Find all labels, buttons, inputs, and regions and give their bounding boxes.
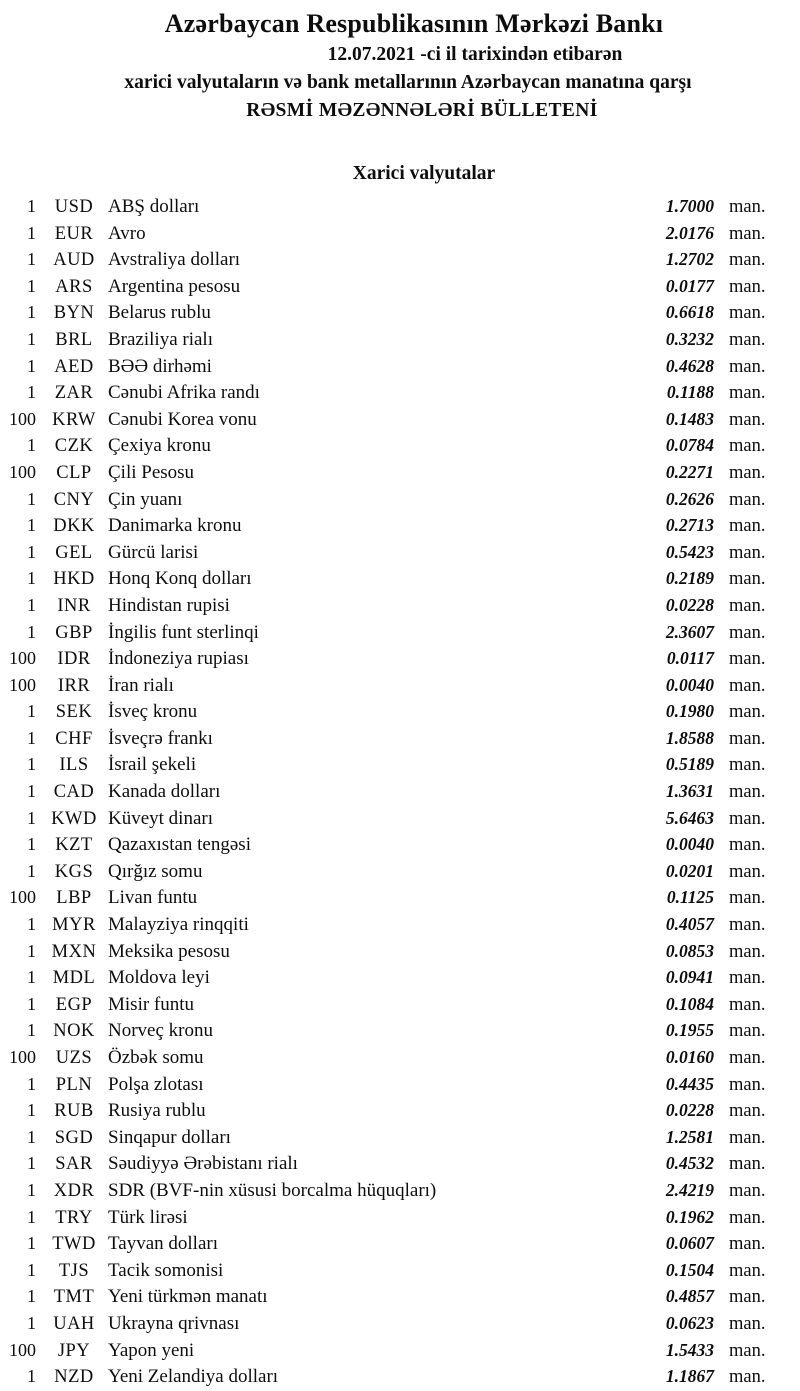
quantity-cell: 1 — [27, 541, 36, 562]
unit-cell: man. — [729, 1180, 766, 1201]
currency-name-cell: Danimarka kronu — [108, 515, 242, 537]
rate-value-cell: 0.4857 — [665, 1286, 714, 1307]
currency-name-cell: Avstraliya dolları — [108, 249, 241, 271]
rate-row — [0, 1311, 800, 1338]
quantity-cell: 1 — [27, 222, 36, 243]
unit-cell: man. — [729, 1207, 766, 1228]
unit-cell: man. — [729, 436, 766, 457]
rate-row — [0, 965, 800, 992]
rate-value-cell: 0.1188 — [666, 382, 714, 403]
rate-row — [0, 1045, 800, 1072]
currency-name-cell: Polşa zlotası — [108, 1073, 204, 1095]
rate-row — [0, 646, 800, 673]
quantity-cell: 1 — [27, 249, 36, 270]
rate-value-cell: 0.2271 — [665, 461, 714, 482]
rate-value-cell: 2.4219 — [665, 1179, 714, 1200]
currency-code-cell: JPY — [57, 1340, 91, 1361]
quantity-cell: 1 — [27, 834, 36, 855]
currency-code-cell: CAD — [53, 782, 95, 803]
currency-code-cell: KZT — [55, 835, 93, 856]
currency-name-cell: Çexiya kronu — [108, 435, 211, 457]
unit-cell: man. — [729, 595, 766, 616]
quantity-cell: 100 — [9, 1047, 36, 1067]
rate-row — [0, 1231, 800, 1258]
rate-row — [0, 1205, 800, 1232]
rate-value-cell: 0.0117 — [666, 648, 714, 669]
rate-value-cell: 1.5433 — [665, 1339, 714, 1360]
rate-row — [0, 832, 800, 859]
rate-row — [0, 779, 800, 806]
quantity-cell: 1 — [27, 701, 36, 722]
unit-cell: man. — [729, 941, 766, 962]
unit-cell: man. — [729, 1367, 766, 1388]
rate-value-cell: 0.5423 — [665, 541, 714, 562]
currency-code-cell: EGP — [55, 994, 93, 1015]
quantity-cell: 100 — [9, 648, 36, 669]
quantity-cell: 1 — [27, 515, 36, 536]
currency-code-cell: NOK — [53, 1021, 95, 1042]
unit-cell: man. — [729, 622, 766, 643]
rate-value-cell: 5.6463 — [665, 807, 714, 828]
rate-row — [0, 1125, 800, 1152]
unit-cell: man. — [729, 1260, 766, 1281]
currency-name-cell: BƏƏ dirhəmi — [108, 355, 212, 377]
quantity-cell: 1 — [27, 914, 36, 935]
currency-code-cell: TMT — [53, 1287, 95, 1308]
rate-row — [0, 699, 800, 726]
unit-cell: man. — [729, 569, 766, 590]
unit-cell: man. — [729, 1154, 766, 1175]
quantity-cell: 1 — [27, 1179, 36, 1200]
currency-name-cell: Misir funtu — [108, 993, 195, 1015]
unit-cell: man. — [729, 1287, 766, 1308]
unit-cell: man. — [729, 1340, 766, 1361]
quantity-cell: 1 — [27, 940, 36, 961]
bulletin-title: RƏSMİ MƏZƏNNƏLƏRİ BÜLLETENİ — [246, 100, 598, 121]
unit-cell: man. — [729, 303, 766, 324]
quantity-cell: 1 — [27, 860, 36, 881]
rate-row — [0, 992, 800, 1019]
quantity-cell: 1 — [27, 488, 36, 509]
rate-value-cell: 0.2189 — [665, 568, 714, 589]
currency-name-cell: Rusiya rublu — [108, 1100, 206, 1122]
rate-row — [0, 300, 800, 327]
currency-code-cell: CNY — [53, 489, 95, 510]
currency-code-cell: CLP — [56, 462, 92, 483]
rate-value-cell: 1.2702 — [665, 249, 714, 270]
rate-row — [0, 274, 800, 301]
unit-cell: man. — [729, 1101, 766, 1122]
rate-value-cell: 1.1867 — [665, 1366, 714, 1387]
currency-name-cell: Avro — [108, 222, 146, 244]
rate-value-cell: 0.3232 — [665, 328, 714, 349]
rate-value-cell: 0.0941 — [665, 967, 714, 988]
quantity-cell: 1 — [27, 754, 36, 775]
quantity-cell: 1 — [27, 1366, 36, 1387]
currency-code-cell: USD — [54, 197, 94, 217]
currency-name-cell: Hindistan rupisi — [108, 594, 230, 616]
currency-name-cell: Çin yuanı — [108, 488, 183, 510]
quantity-cell: 1 — [27, 302, 36, 323]
rate-value-cell: 0.4435 — [665, 1073, 714, 1094]
currency-code-cell: AED — [54, 356, 94, 377]
currency-code-cell: XDR — [53, 1180, 95, 1201]
currency-code-cell: UZS — [55, 1048, 93, 1068]
currency-code-cell: IRR — [57, 675, 91, 696]
rate-value-cell: 0.2626 — [665, 488, 714, 509]
currency-name-cell: İsveçrə frankı — [108, 727, 213, 749]
currency-code-cell: SEK — [55, 702, 93, 723]
rate-value-cell: 0.1084 — [665, 993, 714, 1014]
unit-cell: man. — [729, 994, 766, 1015]
unit-cell: man. — [729, 888, 766, 909]
unit-cell: man. — [729, 968, 766, 989]
currency-name-cell: Kanada dolları — [108, 781, 221, 803]
bank-name: Azərbaycan Respublikasının Mərkəzi Bankı — [164, 9, 664, 38]
currency-code-cell: CHF — [55, 728, 93, 749]
currency-code-cell: ILS — [59, 755, 89, 776]
rate-row — [0, 673, 800, 700]
rate-row — [0, 1151, 800, 1178]
rate-value-cell: 0.0040 — [665, 834, 714, 855]
currency-code-cell: TWD — [52, 1234, 96, 1255]
currency-name-cell: Yeni Zelandiya dolları — [108, 1366, 279, 1388]
currency-name-cell: Yapon yeni — [108, 1339, 195, 1361]
rate-value-cell: 0.0228 — [665, 1100, 714, 1121]
currency-name-cell: İsrail şekeli — [108, 754, 197, 776]
currency-name-cell: SDR (BVF-nin xüsusi borcalma hüquqları) — [108, 1179, 437, 1201]
rate-value-cell: 0.0853 — [665, 940, 714, 961]
currency-name-cell: Norveç kronu — [108, 1020, 213, 1042]
unit-cell: man. — [729, 489, 766, 510]
currency-name-cell: Braziliya rialı — [108, 328, 213, 350]
currency-code-cell: HKD — [53, 569, 95, 590]
currency-code-cell: KGS — [54, 861, 94, 882]
unit-cell: man. — [729, 223, 766, 244]
currency-code-cell: ARS — [55, 276, 93, 297]
currency-code-cell: LBP — [56, 888, 92, 909]
unit-cell: man. — [729, 675, 766, 696]
rate-row — [0, 752, 800, 779]
rate-value-cell: 0.0623 — [665, 1312, 714, 1333]
rate-value-cell: 0.1962 — [665, 1206, 714, 1227]
rate-value-cell: 1.8588 — [665, 727, 714, 748]
currency-name-cell: Cənubi Korea vonu — [108, 408, 257, 430]
currency-name-cell: Gürcü larisi — [108, 541, 199, 563]
quantity-cell: 1 — [27, 727, 36, 748]
unit-cell: man. — [729, 1021, 766, 1042]
currency-code-cell: MXN — [51, 941, 97, 962]
unit-cell: man. — [729, 1234, 766, 1255]
rate-value-cell: 0.4057 — [665, 914, 714, 935]
quantity-cell: 100 — [9, 674, 36, 695]
currency-name-cell: Səudiyyə Ərəbistanı rialı — [108, 1153, 298, 1175]
rate-row — [0, 513, 800, 540]
rate-value-cell: 0.1504 — [665, 1259, 714, 1280]
rate-row — [0, 540, 800, 567]
quantity-cell: 1 — [27, 355, 36, 376]
currency-name-cell: Belarus rublu — [108, 302, 211, 324]
unit-cell: man. — [729, 1048, 766, 1068]
unit-cell: man. — [729, 782, 766, 803]
quantity-cell: 1 — [27, 1126, 36, 1147]
rate-row — [0, 247, 800, 274]
unit-cell: man. — [729, 409, 766, 430]
rate-row — [0, 487, 800, 514]
rate-row — [0, 1284, 800, 1311]
rate-value-cell: 0.0784 — [665, 435, 714, 456]
rate-row — [0, 806, 800, 833]
currency-code-cell: SGD — [54, 1127, 94, 1148]
rate-value-cell: 1.3631 — [665, 781, 714, 802]
rate-row — [0, 1178, 800, 1205]
rate-row — [0, 354, 800, 381]
rate-value-cell: 0.5189 — [665, 754, 714, 775]
quantity-cell: 100 — [9, 461, 36, 482]
quantity-cell: 1 — [27, 1286, 36, 1307]
currency-code-cell: MYR — [52, 915, 96, 936]
unit-cell: man. — [729, 1074, 766, 1095]
currency-name-cell: İndoneziya rupiası — [108, 648, 249, 670]
quantity-cell: 1 — [27, 967, 36, 988]
rate-value-cell: 0.1955 — [665, 1020, 714, 1041]
unit-cell: man. — [729, 1127, 766, 1148]
currency-name-cell: Küveyt dinarı — [108, 807, 214, 829]
quantity-cell: 1 — [27, 1020, 36, 1041]
currency-name-cell: Sinqapur dolları — [108, 1126, 231, 1148]
unit-cell: man. — [729, 835, 766, 856]
currency-code-cell: UAH — [53, 1313, 95, 1334]
currency-code-cell: PLN — [55, 1074, 93, 1095]
currency-code-cell: DKK — [53, 516, 95, 537]
unit-cell: man. — [729, 1313, 766, 1334]
currency-name-cell: Honq Konq dolları — [108, 568, 252, 590]
currency-name-cell: Tacik somonisi — [108, 1259, 224, 1281]
currency-name-cell: Ukrayna qrivnası — [108, 1312, 240, 1334]
rate-row — [0, 1338, 800, 1365]
rate-value-cell: 0.4628 — [665, 355, 714, 376]
quantity-cell: 1 — [27, 1233, 36, 1254]
quantity-cell: 1 — [27, 1312, 36, 1333]
quantity-cell: 100 — [9, 1339, 36, 1360]
quantity-cell: 1 — [27, 275, 36, 296]
rate-row — [0, 726, 800, 753]
unit-cell: man. — [729, 649, 766, 670]
currency-code-cell: GEL — [55, 542, 93, 563]
unit-cell: man. — [729, 356, 766, 377]
quantity-cell: 1 — [27, 1100, 36, 1121]
currency-code-cell: IDR — [57, 649, 91, 670]
rate-row — [0, 194, 800, 221]
quantity-cell: 1 — [27, 807, 36, 828]
currency-name-cell: Qazaxıstan tengəsi — [108, 834, 251, 856]
rate-value-cell: 0.0177 — [665, 275, 714, 296]
rate-value-cell: 0.1483 — [665, 408, 714, 429]
rate-row — [0, 1258, 800, 1285]
rate-value-cell: 0.0201 — [665, 860, 714, 881]
unit-cell: man. — [729, 542, 766, 563]
currency-name-cell: İsveç kronu — [108, 701, 198, 723]
unit-cell: man. — [729, 808, 766, 829]
currency-name-cell: Moldova leyi — [108, 967, 210, 989]
rate-value-cell: 0.0607 — [665, 1233, 714, 1254]
quantity-cell: 1 — [27, 1073, 36, 1094]
currency-name-cell: Türk lirəsi — [108, 1206, 188, 1228]
currency-code-cell: TJS — [58, 1260, 90, 1281]
bulletin-header — [0, 0, 800, 125]
quantity-cell: 1 — [27, 1206, 36, 1227]
currency-code-cell: INR — [57, 595, 91, 616]
quantity-cell: 1 — [27, 1153, 36, 1174]
currency-code-cell: KRW — [52, 409, 96, 430]
rate-row — [0, 1098, 800, 1125]
currency-code-cell: SAR — [55, 1154, 93, 1175]
quantity-cell: 1 — [27, 594, 36, 615]
unit-cell: man. — [729, 915, 766, 936]
unit-cell: man. — [729, 250, 766, 271]
unit-cell: man. — [729, 516, 766, 537]
rates-table — [0, 194, 800, 1391]
rate-row — [0, 460, 800, 487]
currency-code-cell: ZAR — [54, 383, 94, 404]
quantity-cell: 1 — [27, 382, 36, 403]
rate-value-cell: 0.6618 — [665, 302, 714, 323]
rate-row — [0, 1018, 800, 1045]
rate-row — [0, 620, 800, 647]
rate-value-cell: 0.0040 — [665, 674, 714, 695]
currency-code-cell: MDL — [52, 968, 96, 989]
rate-row — [0, 407, 800, 434]
currency-code-cell: BRL — [55, 329, 93, 350]
currency-name-cell: Qırğız somu — [108, 860, 203, 882]
rate-row — [0, 593, 800, 620]
rate-value-cell: 0.1125 — [666, 887, 714, 908]
rate-value-cell: 2.3607 — [665, 621, 714, 642]
rate-value-cell: 0.0228 — [665, 594, 714, 615]
currency-name-cell: Çili Pesosu — [108, 461, 195, 483]
unit-cell: man. — [729, 383, 766, 404]
unit-cell: man. — [729, 329, 766, 350]
quantity-cell: 1 — [27, 993, 36, 1014]
currency-code-cell: KWD — [51, 808, 97, 829]
currency-code-cell: CZK — [54, 436, 94, 457]
effective-date-line: 12.07.2021 -ci il tarixindən etibarən — [327, 44, 623, 65]
rate-row — [0, 939, 800, 966]
currency-name-cell: Argentina pesosu — [108, 275, 241, 297]
currency-name-cell: ABŞ dolları — [108, 196, 200, 217]
quantity-cell: 1 — [27, 196, 36, 216]
unit-cell: man. — [729, 702, 766, 723]
quantity-cell: 1 — [27, 621, 36, 642]
currency-name-cell: Meksika pesosu — [108, 940, 230, 962]
currency-name-cell: Tayvan dolları — [108, 1233, 218, 1255]
quantity-cell: 1 — [27, 568, 36, 589]
rate-row — [0, 859, 800, 886]
rate-row — [0, 1364, 800, 1391]
quantity-cell: 1 — [27, 435, 36, 456]
currency-name-cell: İngilis funt sterlinqi — [108, 621, 259, 643]
rate-row — [0, 566, 800, 593]
currency-code-cell: AUD — [53, 250, 95, 271]
currency-name-cell: Özbək somu — [108, 1047, 204, 1068]
rate-value-cell: 0.2713 — [665, 515, 714, 536]
rate-row — [0, 433, 800, 460]
quantity-cell: 1 — [27, 1259, 36, 1280]
rate-row — [0, 1072, 800, 1099]
unit-cell: man. — [729, 728, 766, 749]
unit-cell: man. — [729, 462, 766, 483]
quantity-cell: 100 — [9, 408, 36, 429]
rate-row — [0, 221, 800, 248]
rate-row — [0, 327, 800, 354]
currency-name-cell: Malayziya rinqqiti — [108, 914, 249, 936]
unit-cell: man. — [729, 861, 766, 882]
currency-name-cell: Livan funtu — [108, 887, 198, 909]
currency-code-cell: RUB — [54, 1101, 94, 1122]
subject-line: xarici valyutaların və bank metallarının Azərbaycan manatına qarşı — [124, 72, 692, 93]
rate-row — [0, 380, 800, 407]
quantity-cell: 1 — [27, 328, 36, 349]
rate-row — [0, 912, 800, 939]
quantity-cell: 100 — [9, 887, 36, 908]
currency-name-cell: Yeni türkmən manatı — [108, 1286, 268, 1308]
unit-cell: man. — [729, 755, 766, 776]
rate-value-cell: 0.1980 — [665, 701, 714, 722]
rate-value-cell: 2.0176 — [665, 222, 714, 243]
rate-row — [0, 885, 800, 912]
rate-value-cell: 1.2581 — [665, 1126, 714, 1147]
currency-code-cell: EUR — [54, 223, 94, 244]
unit-cell: man. — [729, 197, 766, 217]
rate-value-cell: 0.4532 — [665, 1153, 714, 1174]
currency-name-cell: İran rialı — [108, 674, 174, 696]
currency-code-cell: BYN — [53, 303, 95, 324]
currency-code-cell: TRY — [55, 1207, 93, 1228]
quantity-cell: 1 — [27, 781, 36, 802]
rate-value-cell: 0.0160 — [665, 1047, 714, 1067]
rate-value-cell: 1.7000 — [665, 196, 714, 216]
section-title-foreign-currencies: Xarici valyutalar — [352, 163, 496, 184]
currency-code-cell: GBP — [55, 622, 93, 643]
currency-code-cell: NZD — [54, 1367, 94, 1388]
currency-name-cell: Cənubi Afrika randı — [108, 382, 260, 404]
unit-cell: man. — [729, 276, 766, 297]
